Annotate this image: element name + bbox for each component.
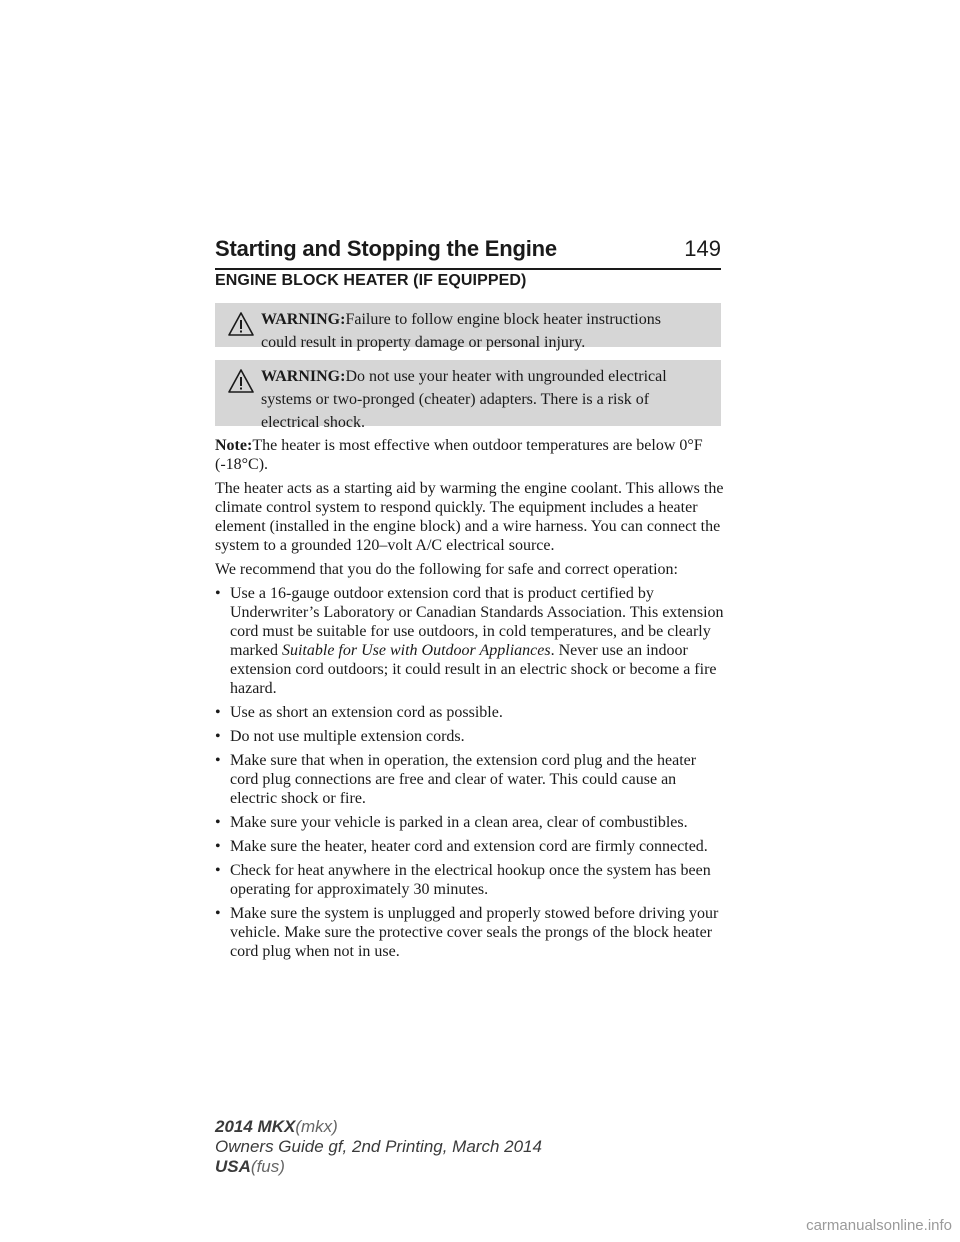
footer-line-2: Owners Guide gf, 2nd Printing, March 2014 (215, 1137, 542, 1156)
warning-continuation-text: systems or two-pronged (cheater) adapters. There is a risk of electrical shock. (261, 391, 650, 431)
footer-line-1 (215, 1117, 542, 1137)
page-header (215, 228, 721, 270)
body-content (215, 436, 725, 966)
note (215, 436, 725, 474)
warning-triangle-icon (227, 311, 255, 337)
print-footer (215, 1117, 542, 1177)
list-item (215, 584, 725, 698)
site-watermark: carmanualsonline.info (806, 1217, 952, 1234)
warning-box-2 (215, 360, 721, 431)
list-item: • Make sure the system is unplugged and properly stowed before driving your vehicle. Make sure the protective cover seals the prongs of the block heater cord plug when not in use. (215, 904, 725, 961)
list-item: • Do not use multiple extension cords. (215, 727, 725, 746)
list-item: • Use as short an extension cord as possible. (215, 703, 725, 722)
warning-label: WARNING: (261, 311, 346, 328)
warning-line-1 (215, 365, 711, 388)
note-text: The heater is most effective when outdoor temperatures are below 0°F (-18°C). (215, 437, 703, 473)
warning-label: WARNING: (261, 368, 346, 385)
list-item: • Make sure that when in operation, the extension cord plug and the heater cord plug connections are free and clear of water. This could cause an electric shock or fire. (215, 751, 725, 808)
page-number: 149 (684, 236, 721, 261)
note-label: Note: (215, 437, 253, 454)
footer-market: USA (215, 1157, 251, 1176)
section-heading: ENGINE BLOCK HEATER (IF EQUIPPED) (215, 272, 527, 289)
list-item: • Make sure your vehicle is parked in a clean area, clear of combustibles. (215, 813, 725, 832)
list-item: • Make sure the heater, heater cord and extension cord are firmly connected. (215, 837, 725, 856)
list-item: • Check for heat anywhere in the electrical hookup once the system has been operating for approximately 30 minutes. (215, 861, 725, 899)
warning-triangle-icon (227, 368, 255, 394)
paragraph: The heater acts as a starting aid by warming the engine coolant. This allows the climate control system to respond quickly. The equipment includes a heater element (installed in the engine block) and a wire harness. You can connect the system to a grounded 120–volt A/C electrical source. (215, 480, 724, 554)
list-item-text: Use a 16-gauge outdoor extension cord that is product certified by Underwriter’s Laboratory or Canadian Standards Association. This extension cord must be suitable for use outdoors, in cold temperatures, and be clearly marked (230, 585, 724, 659)
warning-text: Failure to follow engine block heater instructions (345, 311, 661, 328)
warning-continuation (215, 388, 711, 434)
footer-model-code: (mkx) (295, 1117, 338, 1136)
section-title: Starting and Stopping the Engine (215, 236, 557, 261)
list-item-text: . Never use an indoor extension cord outdoors; it could result in an electric shock or become a fire hazard. (230, 642, 717, 697)
recommendation-list (215, 584, 725, 961)
footer-market-code: (fus) (250, 1157, 285, 1176)
footer-line-3 (215, 1157, 542, 1177)
list-item-emphasis: Suitable for Use with Outdoor Appliances (281, 642, 551, 659)
warning-box-1 (215, 303, 721, 351)
footer-model: 2014 MKX (215, 1117, 296, 1136)
warning-line-1 (215, 308, 711, 331)
warning-text-1 (215, 303, 721, 360)
warning-text-2 (215, 360, 721, 440)
warning-continuation: could result in property damage or personal injury. (261, 334, 586, 351)
paragraph: We recommend that you do the following for safe and correct operation: (215, 561, 678, 578)
warning-text: Do not use your heater with ungrounded electrical (345, 368, 667, 385)
